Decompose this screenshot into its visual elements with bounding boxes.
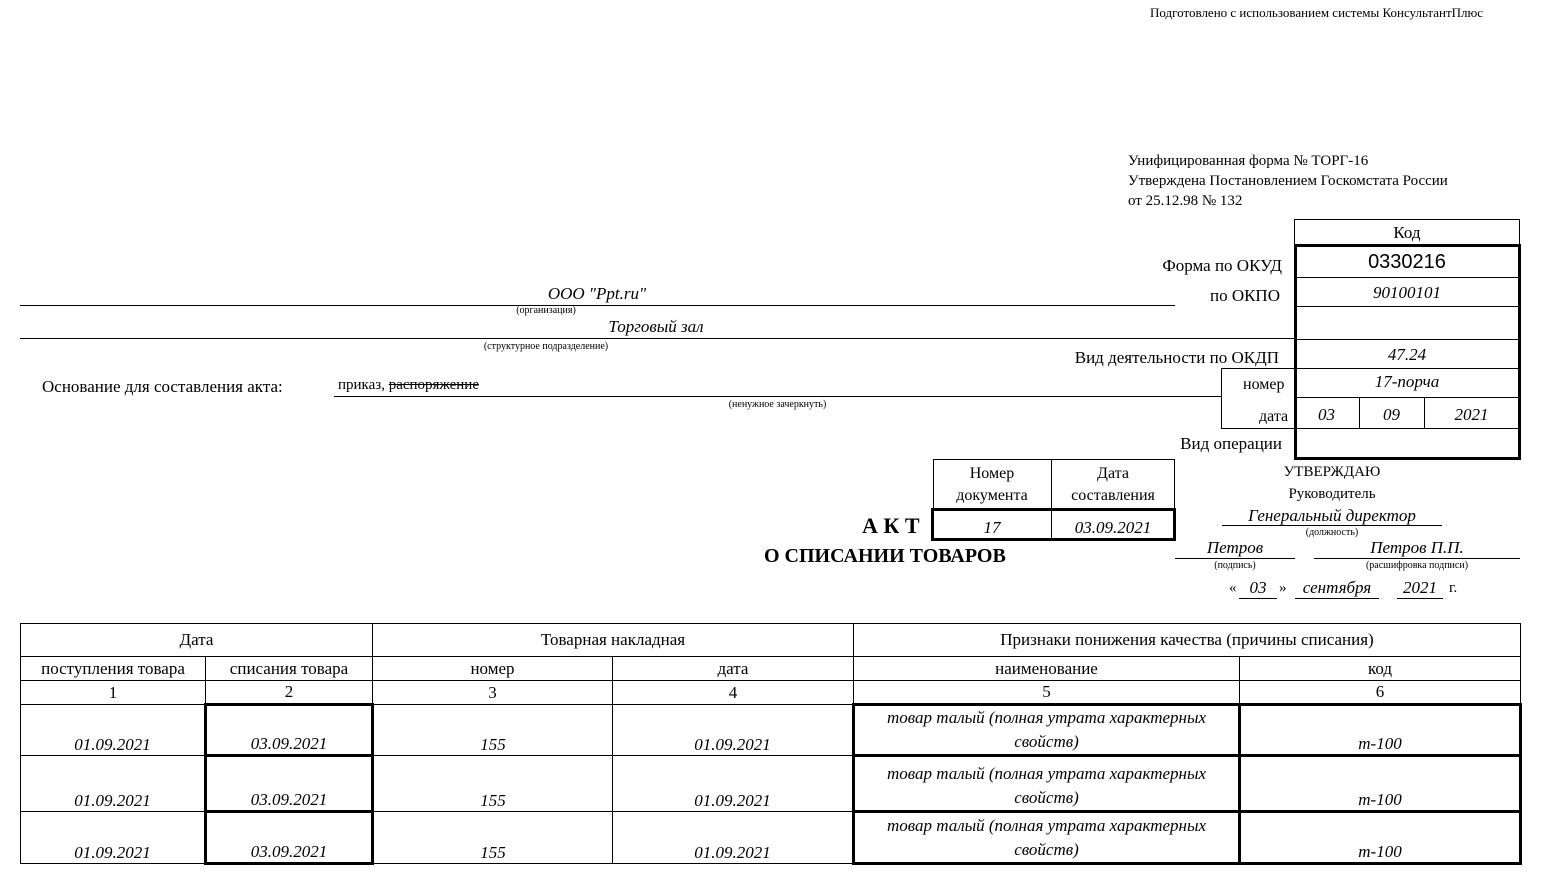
doc-number-header: Номер документа: [956, 465, 1028, 504]
code-header: Код: [1393, 222, 1421, 242]
row-number: 155: [373, 705, 613, 756]
dept-caption: (структурное подразделение): [483, 341, 609, 352]
col-num-4: 4: [613, 681, 854, 705]
col-num-6: 6: [1240, 681, 1521, 705]
group-reason-header: Признаки понижения качества (причины списания): [854, 624, 1521, 657]
row-date: 01.09.2021: [613, 812, 854, 864]
form-line-1: Унифицированная форма № ТОРГ-16: [1128, 153, 1369, 169]
act-date-month: 09: [1383, 405, 1400, 424]
approve-signature: Петров: [1206, 538, 1264, 557]
col-num-2: 2: [206, 681, 373, 705]
basis-value-struck: распоряжение: [388, 377, 479, 393]
approve-month: сентября: [1302, 578, 1372, 597]
col-num-3: 3: [373, 681, 613, 705]
table-row: [21, 812, 1521, 864]
row-date: 01.09.2021: [613, 756, 854, 812]
act-date-day: 03: [1318, 405, 1335, 424]
okpo-value: 90100101: [1373, 282, 1441, 302]
row-code: т-100: [1240, 812, 1521, 864]
row-received: 01.09.2021: [21, 705, 206, 756]
prepared-note: Подготовлено с использованием системы КонсультантПлюс: [1150, 5, 1484, 20]
approve-role: Руководитель: [1288, 486, 1376, 502]
doc-date-value: 03.09.2021: [1074, 517, 1152, 537]
row-code: т-100: [1240, 705, 1521, 756]
row-date: 01.09.2021: [613, 705, 854, 756]
row-number: 155: [373, 812, 613, 864]
col-number-header: номер: [373, 657, 613, 681]
approve-day: 03: [1249, 578, 1267, 597]
okpo-label: по ОКПО: [1209, 286, 1280, 305]
basis-value: приказ, распоряжение: [338, 377, 479, 393]
approve-decode: Петров П.П.: [1370, 538, 1464, 557]
act-number-value: 17-порча: [1374, 371, 1440, 391]
row-reason-name: товар талый (полная утрата характерных свойств): [854, 705, 1240, 756]
date-label: дата: [1259, 408, 1289, 425]
writeoff-table: [20, 623, 1522, 865]
number-label: номер: [1243, 376, 1285, 393]
col-num-5: 5: [854, 681, 1240, 705]
approve-signature-caption: (подпись): [1214, 560, 1256, 571]
doc-title-akt: А К Т: [862, 513, 920, 538]
approve-title: УТВЕРЖДАЮ: [1283, 464, 1381, 480]
approve-quote-close: »: [1279, 580, 1287, 596]
table-row: [21, 756, 1521, 812]
col-code-header: код: [1240, 657, 1521, 681]
group-date-header: Дата: [21, 624, 373, 657]
basis-caption: (ненужное зачеркнуть): [728, 399, 827, 410]
row-code: т-100: [1240, 756, 1521, 812]
okud-label: Форма по ОКУД: [1162, 256, 1282, 275]
dept-name: Торговый зал: [608, 317, 704, 336]
col-received-header: поступления товара: [21, 657, 206, 681]
row-received: 01.09.2021: [21, 756, 206, 812]
form-line-2: Утверждена Постановлением Госкомстата России: [1128, 173, 1448, 189]
table-row: [21, 705, 1521, 756]
doc-date-header: Дата составления: [1071, 465, 1155, 504]
row-number: 155: [373, 756, 613, 812]
doc-number-value: 17: [983, 517, 1001, 537]
basis-label: Основание для составления акта:: [42, 377, 283, 396]
col-writeoff-header: списания товара: [206, 657, 373, 681]
org-name: ООО "Ppt.ru": [547, 284, 647, 303]
okud-value: 0330216: [1368, 250, 1446, 273]
approve-position-caption: (должность): [1305, 527, 1359, 538]
act-date-year: 2021: [1454, 405, 1489, 424]
okdp-value: 47.24: [1387, 345, 1427, 364]
row-received: 01.09.2021: [21, 812, 206, 864]
row-reason-name: товар талый (полная утрата характерных свойств): [854, 812, 1240, 864]
approve-position: Генеральный директор: [1248, 506, 1416, 525]
group-invoice-header: Товарная накладная: [373, 624, 854, 657]
row-writeoff: 03.09.2021: [206, 812, 373, 864]
org-name-caption: (организация): [516, 305, 576, 316]
approve-year-suffix: г.: [1449, 580, 1458, 596]
approve-quote-open: «: [1229, 580, 1237, 596]
form-line-3: от 25.12.98 № 132: [1128, 193, 1243, 209]
row-writeoff: 03.09.2021: [206, 756, 373, 812]
row-reason-name: товар талый (полная утрата характерных свойств): [854, 756, 1240, 812]
okdp-label: Вид деятельности по ОКДП: [1074, 348, 1279, 367]
approve-decode-caption: (расшифровка подписи): [1365, 560, 1469, 571]
col-name-header: наименование: [854, 657, 1240, 681]
col-num-1: 1: [21, 681, 206, 705]
col-date-header: дата: [613, 657, 854, 681]
row-writeoff: 03.09.2021: [206, 705, 373, 756]
doc-title-sub: О СПИСАНИИ ТОВАРОВ: [764, 545, 1006, 567]
operation-label: Вид операции: [1180, 434, 1282, 453]
approve-year: 2021: [1403, 578, 1437, 597]
